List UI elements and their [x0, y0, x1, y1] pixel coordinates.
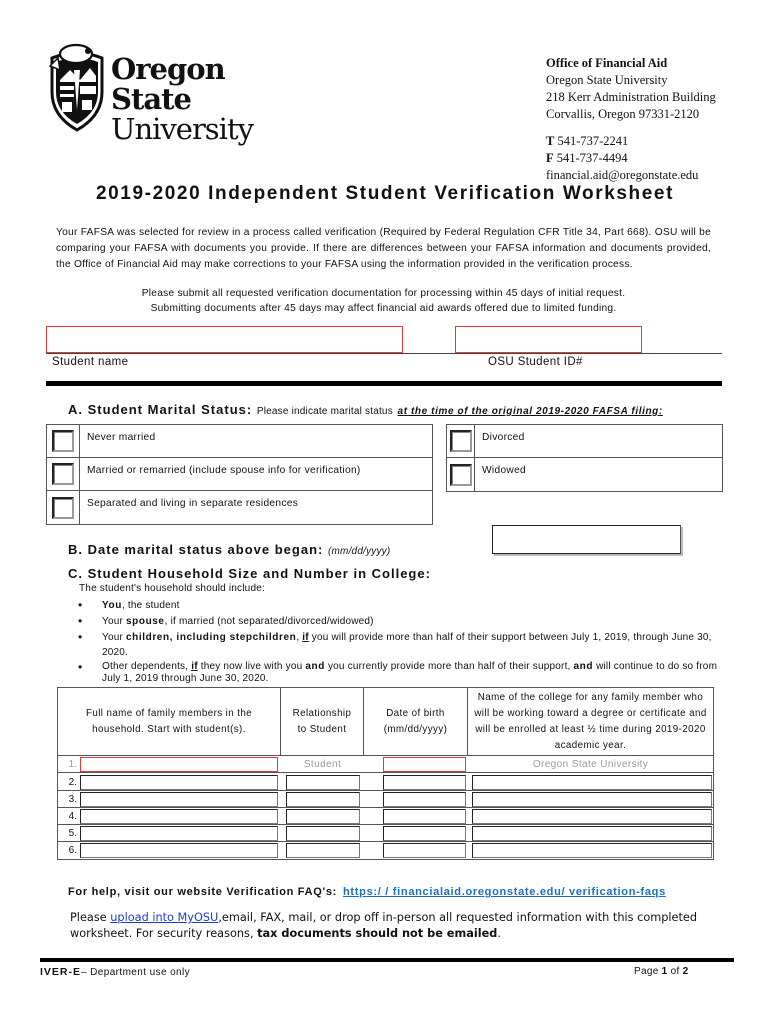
divider — [46, 353, 722, 354]
funding-note: Submitting documents after 45 days may affect financial aid awards offered due to limited funding. — [150, 303, 617, 314]
dob-input[interactable] — [383, 792, 466, 807]
table-row: 4. — [58, 808, 713, 825]
upload-instructions: Please upload into MyOSU,email, FAX, mail, or drop off in-person all requested information with this completed worksheet. For security reasons, tax documents should not be emailed. — [70, 911, 698, 940]
list-item: • Your spouse, if married (not separated/divorced/widowed) — [78, 614, 718, 629]
office-phone: T 541-737-2241 — [546, 134, 629, 148]
option-divorced[interactable]: Divorced — [447, 425, 722, 458]
member-name-input[interactable] — [80, 843, 278, 858]
office-contact-block — [546, 55, 716, 184]
relationship-input[interactable] — [286, 826, 360, 841]
upload-myosu-link[interactable]: upload into MyOSU — [110, 911, 219, 924]
college-input[interactable] — [472, 826, 712, 841]
divorced-checkbox[interactable] — [450, 430, 472, 452]
relationship-input[interactable] — [286, 775, 360, 790]
relationship-input[interactable] — [286, 843, 360, 858]
table-row: 2. — [58, 774, 713, 791]
dob-input[interactable] — [383, 757, 466, 772]
deadline-note: Please submit all requested verification documentation for processing within 45 days of initial request. — [141, 288, 626, 299]
separated-checkbox[interactable] — [52, 497, 74, 519]
member-name-input[interactable] — [80, 809, 278, 824]
member-name-input[interactable] — [80, 792, 278, 807]
marital-status-right-options — [446, 424, 723, 492]
list-item: • Your children, including stepchildren, if you will provide more than half of their support between July 1, 2019, through June 30, 2020. — [78, 630, 718, 660]
office-org: Oregon State University — [546, 73, 668, 87]
household-table-header — [58, 688, 713, 756]
table-row: 3. — [58, 791, 713, 808]
student-id-input[interactable] — [455, 326, 642, 353]
logo-wordmark: Oregon State University — [111, 52, 253, 146]
osu-shield-icon — [46, 40, 108, 132]
never-married-checkbox[interactable] — [52, 430, 74, 452]
intro-paragraph: Your FAFSA was selected for review in a process called verification (Required by Federal Regulation CFR Title 34, Part 668). OSU will be comparing your FAFSA with documents you provide. If there are differences between your FAFSA information and documents provided, the Office of Financial Aid may make corrections to your FAFSA using the information provided in the verification process. — [56, 227, 711, 270]
dob-input[interactable] — [383, 775, 466, 790]
col-header-name: Full name of family members in the household. Start with student(s). — [58, 688, 281, 756]
married-checkbox[interactable] — [52, 463, 74, 485]
marital-status-left-options — [46, 424, 433, 525]
college-input[interactable] — [472, 809, 712, 824]
college-input[interactable] — [472, 775, 712, 790]
footer-divider — [40, 958, 734, 962]
page-indicator: Page 1 of 2 — [634, 966, 689, 977]
college-input[interactable] — [472, 792, 712, 807]
household-criteria-list — [78, 598, 718, 686]
option-never-married[interactable]: Never married — [47, 425, 432, 458]
table-row: 6. — [58, 842, 713, 859]
dob-input[interactable] — [383, 843, 466, 858]
col-header-college: Name of the college for any family member who will be working toward a degree or certificate and will be enrolled at least ½ time during 2019-2020 academic year. — [474, 692, 707, 751]
list-item: • Other dependents, if they now live with you and you currently provide more than half of their support, and will continue to do so from July 1, 2019 through June 30, 2020. — [78, 661, 718, 685]
table-row: 1. Student Oregon State University — [58, 756, 713, 773]
student-name-label: Student name — [52, 356, 129, 368]
relationship-input[interactable] — [286, 792, 360, 807]
section-divider — [46, 381, 722, 386]
section-c-heading: C. Student Household Size and Number in College: — [68, 566, 431, 581]
table-row: 5. — [58, 825, 713, 842]
office-building: 218 Kerr Administration Building — [546, 90, 716, 104]
college-value: Oregon State University — [532, 759, 649, 770]
option-widowed[interactable]: Widowed — [447, 458, 722, 491]
col-header-relationship: Relationship to Student — [281, 688, 364, 756]
household-intro: The student's household should include: — [79, 583, 265, 594]
dob-input[interactable] — [383, 826, 466, 841]
option-married[interactable]: Married or remarried (include spouse info for verification) — [47, 458, 432, 491]
verification-faq-link[interactable]: https:/ / financialaid.oregonstate.edu/ verification-faqs — [343, 886, 666, 898]
marital-date-input[interactable] — [492, 525, 681, 554]
footer-form-code: IVER-E– Department use only — [40, 966, 191, 978]
student-name-input[interactable] — [46, 326, 403, 353]
member-name-input[interactable] — [80, 826, 278, 841]
section-a-heading: A. Student Marital Status: Please indicate marital status at the time of the original 2019-2020 FAFSA filing: — [68, 402, 663, 417]
section-b-heading: B. Date marital status above began: (mm/dd/yyyy) — [68, 542, 391, 557]
student-id-label: OSU Student ID# — [488, 356, 583, 368]
page-title: 2019-2020 Independent Student Verification Worksheet — [95, 183, 675, 204]
member-name-input[interactable] — [80, 757, 278, 772]
relationship-value: Student — [303, 759, 342, 770]
relationship-input[interactable] — [286, 809, 360, 824]
widowed-checkbox[interactable] — [450, 464, 472, 486]
office-fax: F 541-737-4494 — [546, 151, 628, 165]
dob-input[interactable] — [383, 809, 466, 824]
option-separated[interactable]: Separated and living in separate residences — [47, 491, 432, 524]
help-line: For help, visit our website Verification FAQ's: https:/ / financialaid.oregonstate.edu/ verification-faqs — [68, 886, 666, 898]
col-header-dob: Date of birth (mm/dd/yyyy) — [364, 688, 468, 756]
member-name-input[interactable] — [80, 775, 278, 790]
list-item: • You, the student — [78, 598, 718, 613]
office-email: financial.aid@oregonstate.edu — [546, 168, 699, 182]
household-table — [57, 687, 714, 860]
college-input[interactable] — [472, 843, 712, 858]
office-city: Corvallis, Oregon 97331-2120 — [546, 107, 700, 121]
osu-logo — [46, 40, 306, 146]
office-name: Office of Financial Aid — [546, 56, 668, 70]
